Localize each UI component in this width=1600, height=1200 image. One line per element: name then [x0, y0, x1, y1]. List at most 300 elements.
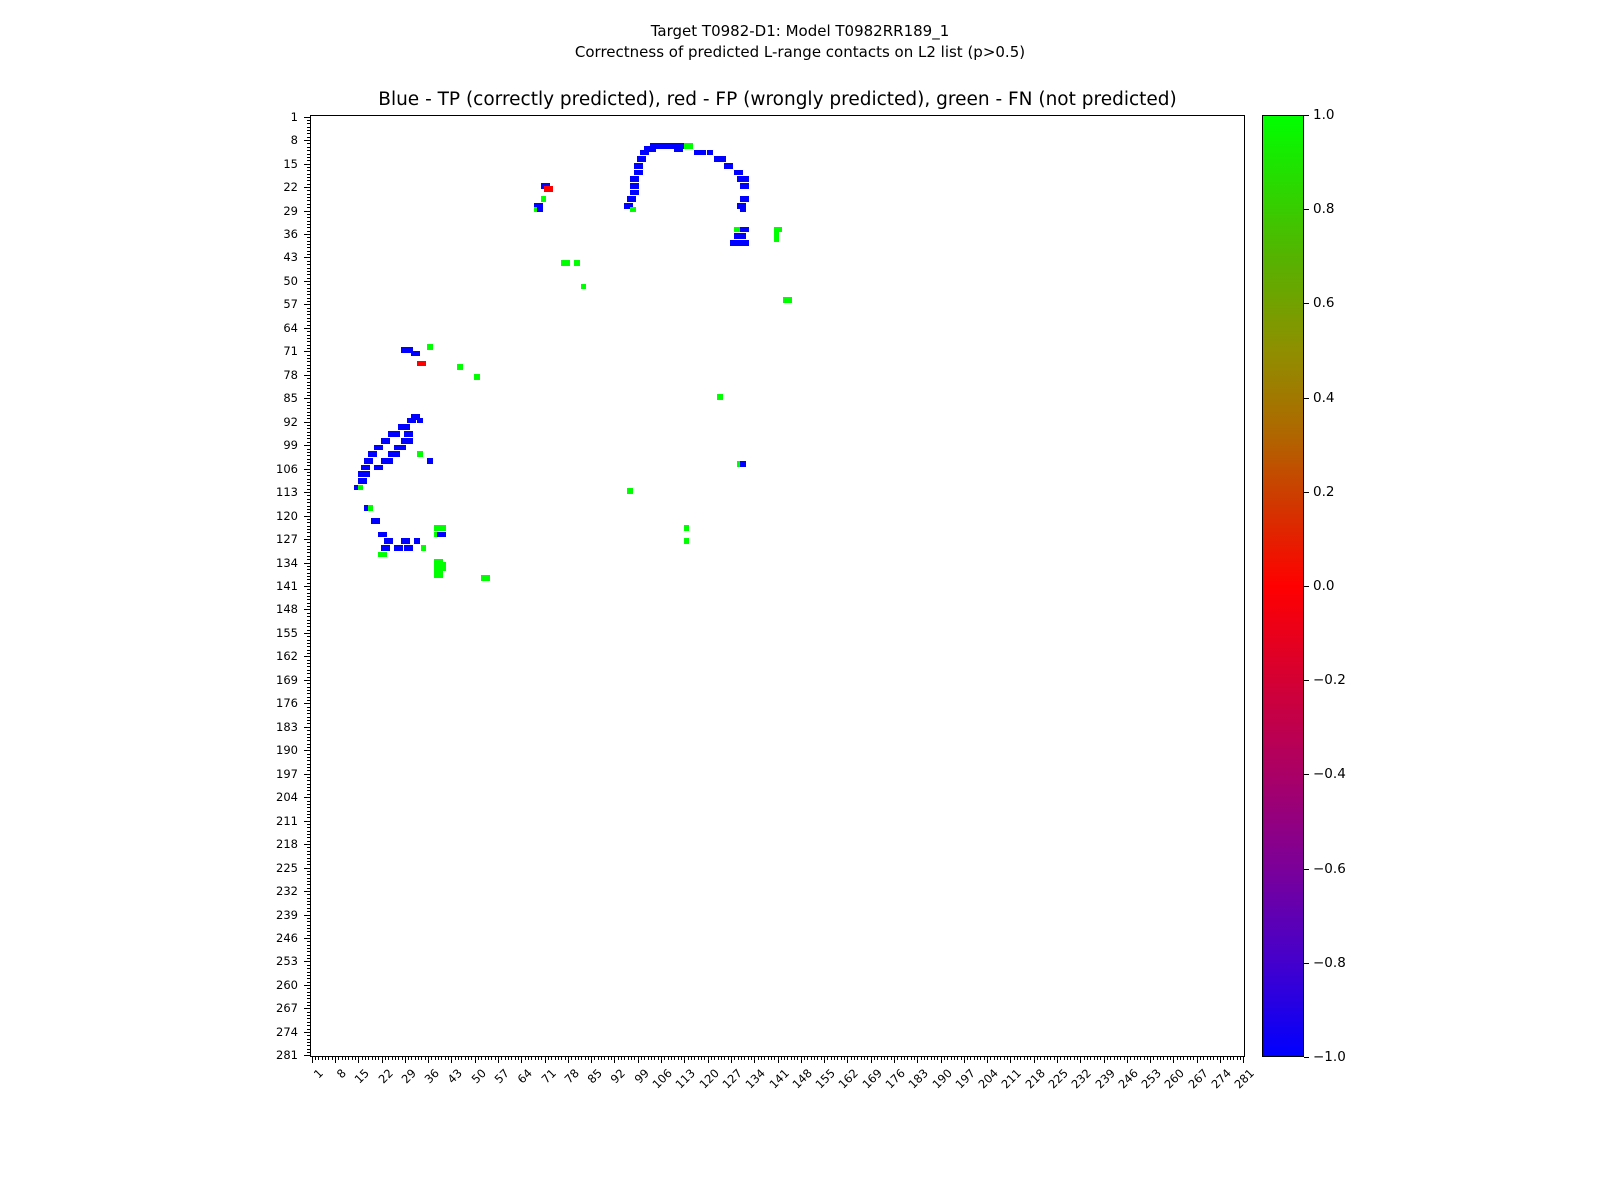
contact-cell	[407, 438, 413, 444]
y-axis-minor-tick	[307, 596, 310, 597]
y-axis-minor-tick	[307, 485, 310, 486]
x-axis-tick-label: 176	[882, 1066, 908, 1092]
y-axis-minor-tick	[307, 579, 310, 580]
x-axis-tick-label: 169	[859, 1066, 885, 1092]
contact-cell	[720, 156, 726, 162]
y-axis-tick-label: 225	[276, 860, 298, 875]
x-axis-minor-tick	[604, 1057, 605, 1060]
colorbar-tick	[1304, 680, 1309, 681]
y-axis-minor-tick	[307, 284, 310, 285]
y-axis-tick	[304, 891, 310, 892]
x-axis-minor-tick	[1120, 1057, 1121, 1060]
y-axis-minor-tick	[307, 646, 310, 647]
y-axis-minor-tick	[307, 951, 310, 952]
y-axis-minor-tick	[307, 573, 310, 574]
y-axis-minor-tick	[307, 606, 310, 607]
x-axis-minor-tick	[352, 1057, 353, 1060]
y-axis-minor-tick	[307, 247, 310, 248]
x-axis-minor-tick	[338, 1057, 339, 1060]
x-axis-minor-tick	[944, 1057, 945, 1060]
x-axis-minor-tick	[977, 1057, 978, 1060]
x-axis-minor-tick	[1024, 1057, 1025, 1060]
x-axis-minor-tick	[794, 1057, 795, 1060]
y-axis-minor-tick	[307, 583, 310, 584]
x-axis-minor-tick	[997, 1057, 998, 1060]
contact-cell	[787, 297, 793, 303]
contact-cell	[401, 445, 407, 451]
y-axis-tick-label: 253	[276, 954, 298, 969]
x-axis-minor-tick	[1124, 1057, 1125, 1060]
x-axis-minor-tick	[874, 1057, 875, 1060]
y-axis-minor-tick	[307, 137, 310, 138]
x-axis-minor-tick	[1144, 1057, 1145, 1060]
x-axis-minor-tick	[385, 1057, 386, 1060]
y-axis-minor-tick	[307, 834, 310, 835]
x-axis-minor-tick	[724, 1057, 725, 1060]
contact-cell	[457, 364, 463, 370]
y-axis-minor-tick	[307, 237, 310, 238]
x-axis-minor-tick	[704, 1057, 705, 1060]
y-axis-minor-tick	[307, 197, 310, 198]
y-axis-minor-tick	[307, 784, 310, 785]
x-axis-minor-tick	[957, 1057, 958, 1060]
y-axis-minor-tick	[307, 509, 310, 510]
y-axis-minor-tick	[307, 1025, 310, 1026]
x-axis-minor-tick	[345, 1057, 346, 1060]
y-axis-minor-tick	[307, 660, 310, 661]
y-axis-minor-tick	[307, 385, 310, 386]
contact-cell	[407, 431, 413, 437]
y-axis-tick	[304, 492, 310, 493]
contact-map-cells	[311, 116, 1244, 1056]
contact-cell	[744, 176, 750, 182]
y-axis-minor-tick	[307, 120, 310, 121]
contact-cell	[368, 505, 374, 511]
y-axis-minor-tick	[307, 653, 310, 654]
contact-cell	[744, 196, 750, 202]
y-axis-minor-tick	[307, 734, 310, 735]
x-axis-minor-tick	[851, 1057, 852, 1060]
contact-cell	[547, 186, 553, 192]
y-axis-minor-tick	[307, 945, 310, 946]
x-axis-tick-label: 113	[672, 1066, 699, 1092]
y-axis-minor-tick	[307, 804, 310, 805]
y-axis-minor-tick	[307, 593, 310, 594]
x-axis-tick	[1104, 1057, 1105, 1063]
y-axis-minor-tick	[307, 616, 310, 617]
x-axis-minor-tick	[565, 1057, 566, 1060]
y-axis-minor-tick	[307, 475, 310, 476]
x-axis-minor-tick	[887, 1057, 888, 1060]
x-axis-minor-tick	[974, 1057, 975, 1060]
y-axis-minor-tick	[307, 130, 310, 131]
contact-cell	[361, 478, 367, 484]
x-axis-minor-tick	[664, 1057, 665, 1060]
contact-cell	[640, 156, 646, 162]
x-axis-minor-tick	[691, 1057, 692, 1060]
contact-cell	[371, 451, 377, 457]
contact-cell	[441, 525, 447, 531]
x-axis-minor-tick	[325, 1057, 326, 1060]
y-axis-minor-tick	[307, 341, 310, 342]
contact-cell	[484, 575, 490, 581]
x-axis-minor-tick	[817, 1057, 818, 1060]
x-axis-tick-label: 141	[765, 1066, 792, 1092]
x-axis-minor-tick	[771, 1057, 772, 1060]
y-axis-minor-tick	[307, 730, 310, 731]
y-axis-minor-tick	[307, 921, 310, 922]
y-axis-minor-tick	[307, 874, 310, 875]
y-axis-minor-tick	[307, 1002, 310, 1003]
y-axis-minor-tick	[307, 502, 310, 503]
y-axis-minor-tick	[307, 928, 310, 929]
x-axis-tick	[358, 1057, 359, 1063]
x-axis-minor-tick	[538, 1057, 539, 1060]
x-axis-tick-label: 50	[468, 1066, 489, 1087]
contact-cell	[378, 445, 384, 451]
y-axis-tick-label: 134	[276, 555, 298, 570]
y-axis-minor-tick	[307, 204, 310, 205]
colorbar-tick	[1304, 209, 1309, 210]
x-axis-minor-tick	[322, 1057, 323, 1060]
x-axis-minor-tick	[758, 1057, 759, 1060]
x-axis-minor-tick	[541, 1057, 542, 1060]
y-axis-minor-tick	[307, 677, 310, 678]
y-axis-minor-tick	[307, 143, 310, 144]
contact-cell	[727, 163, 733, 169]
y-axis-minor-tick	[307, 757, 310, 758]
x-axis-minor-tick	[678, 1057, 679, 1060]
x-axis-minor-tick	[961, 1057, 962, 1060]
x-axis-minor-tick	[857, 1057, 858, 1060]
x-axis-tick	[778, 1057, 779, 1063]
y-axis-minor-tick	[307, 268, 310, 269]
x-axis-minor-tick	[698, 1057, 699, 1060]
x-axis-tick	[428, 1057, 429, 1063]
x-axis-minor-tick	[1227, 1057, 1228, 1060]
figure-suptitle-line2: Correctness of predicted L-range contacts on L2 list (p>0.5)	[574, 43, 1026, 61]
contact-cell	[740, 233, 746, 239]
x-axis-minor-tick	[598, 1057, 599, 1060]
y-axis-tick	[304, 985, 310, 986]
x-axis-minor-tick	[1207, 1057, 1208, 1060]
x-axis-minor-tick	[714, 1057, 715, 1060]
y-axis-minor-tick	[307, 231, 310, 232]
y-axis-minor-tick	[307, 901, 310, 902]
y-axis-tick	[304, 140, 310, 141]
y-axis-minor-tick	[307, 569, 310, 570]
x-axis-tick	[801, 1057, 802, 1063]
contact-cell	[394, 431, 400, 437]
y-axis-minor-tick	[307, 408, 310, 409]
y-axis-tick-label: 148	[276, 602, 298, 617]
y-axis-minor-tick	[307, 670, 310, 671]
x-axis-minor-tick	[481, 1057, 482, 1060]
x-axis-minor-tick	[814, 1057, 815, 1060]
contact-cell	[437, 572, 443, 578]
y-axis-tick-label: 78	[283, 367, 298, 382]
y-axis-minor-tick	[307, 955, 310, 956]
x-axis-minor-tick	[425, 1057, 426, 1060]
x-axis-minor-tick	[375, 1057, 376, 1060]
x-axis-minor-tick	[368, 1057, 369, 1060]
x-axis-minor-tick	[931, 1057, 932, 1060]
x-axis-minor-tick	[1157, 1057, 1158, 1060]
x-axis-minor-tick	[478, 1057, 479, 1060]
y-axis-tick-label: 281	[276, 1048, 298, 1063]
contact-cell	[687, 143, 693, 149]
x-axis-minor-tick	[877, 1057, 878, 1060]
x-axis-minor-tick	[1087, 1057, 1088, 1060]
x-axis-minor-tick	[648, 1057, 649, 1060]
y-axis-minor-tick	[307, 549, 310, 550]
x-axis-minor-tick	[418, 1057, 419, 1060]
y-axis-tick-label: 190	[276, 743, 298, 758]
y-axis-minor-tick	[307, 217, 310, 218]
x-axis-tick	[1220, 1057, 1221, 1063]
y-axis-tick-label: 141	[276, 579, 298, 593]
x-axis-minor-tick	[728, 1057, 729, 1060]
x-axis-minor-tick	[1050, 1057, 1051, 1060]
x-axis-tick-label: 120	[696, 1066, 722, 1092]
contact-cell	[637, 170, 643, 176]
y-axis-minor-tick	[307, 1052, 310, 1053]
x-axis-minor-tick	[1067, 1057, 1068, 1060]
x-axis-minor-tick	[578, 1057, 579, 1060]
contact-cell	[364, 465, 370, 471]
x-axis-minor-tick	[1027, 1057, 1028, 1060]
x-axis-minor-tick	[1040, 1057, 1041, 1060]
colorbar-tick	[1304, 869, 1309, 870]
x-axis-tick-label: 1	[310, 1066, 326, 1082]
x-axis-minor-tick	[901, 1057, 902, 1060]
x-axis-tick	[731, 1057, 732, 1063]
y-axis-minor-tick	[307, 599, 310, 600]
x-axis-minor-tick	[441, 1057, 442, 1060]
x-axis-minor-tick	[621, 1057, 622, 1060]
x-axis-minor-tick	[841, 1057, 842, 1060]
x-axis-tick	[545, 1057, 546, 1063]
contact-cell	[564, 260, 570, 266]
y-axis-minor-tick	[307, 371, 310, 372]
x-axis-minor-tick	[355, 1057, 356, 1060]
y-axis-minor-tick	[307, 167, 310, 168]
y-axis-minor-tick	[307, 321, 310, 322]
x-axis-minor-tick	[1000, 1057, 1001, 1060]
x-axis-tick-label: 29	[398, 1066, 419, 1087]
y-axis-minor-tick	[307, 636, 310, 637]
y-axis-minor-tick	[307, 294, 310, 295]
x-axis-tick	[451, 1057, 452, 1063]
x-axis-tick	[871, 1057, 872, 1063]
x-axis-tick-label: 71	[538, 1066, 559, 1087]
y-axis-minor-tick	[307, 180, 310, 181]
y-axis-minor-tick	[307, 261, 310, 262]
x-axis-minor-tick	[528, 1057, 529, 1060]
contact-cell	[404, 538, 410, 544]
x-axis-tick	[1150, 1057, 1151, 1063]
x-axis-tick-label: 211	[998, 1066, 1025, 1092]
y-axis-minor-tick	[307, 224, 310, 225]
x-axis-minor-tick	[844, 1057, 845, 1060]
y-axis-minor-tick	[307, 720, 310, 721]
x-axis-minor-tick	[651, 1057, 652, 1060]
y-axis-minor-tick	[307, 767, 310, 768]
x-axis-minor-tick	[970, 1057, 971, 1060]
y-axis-minor-tick	[307, 432, 310, 433]
y-axis-tick-label: 92	[283, 414, 298, 429]
y-axis-minor-tick	[307, 254, 310, 255]
contact-cell	[388, 538, 394, 544]
y-axis-minor-tick	[307, 847, 310, 848]
x-axis-tick	[987, 1057, 988, 1063]
y-axis-minor-tick	[307, 982, 310, 983]
colorbar-tick	[1304, 303, 1309, 304]
x-axis-tick-label: 239	[1092, 1066, 1118, 1092]
x-axis-minor-tick	[1153, 1057, 1154, 1060]
x-axis-tick-label: 267	[1185, 1066, 1211, 1092]
x-axis-minor-tick	[1017, 1057, 1018, 1060]
x-axis-tick	[1034, 1057, 1035, 1063]
y-axis-minor-tick	[307, 174, 310, 175]
x-axis-tick-label: 15	[351, 1066, 373, 1087]
y-axis-minor-tick	[307, 683, 310, 684]
x-axis-minor-tick	[485, 1057, 486, 1060]
x-axis-tick	[824, 1057, 825, 1063]
y-axis-tick-label: 8	[290, 133, 298, 148]
contact-cell	[364, 471, 370, 477]
y-axis-minor-tick	[307, 935, 310, 936]
y-axis-minor-tick	[307, 395, 310, 396]
y-axis-minor-tick	[307, 291, 310, 292]
y-axis-minor-tick	[307, 968, 310, 969]
x-axis-tick-label: 106	[649, 1066, 675, 1092]
y-axis-tick-label: 50	[283, 273, 298, 288]
x-axis-tick-label: 92	[608, 1066, 629, 1087]
x-axis-tick-label: 260	[1161, 1066, 1188, 1092]
y-axis-minor-tick	[307, 482, 310, 483]
y-axis-minor-tick	[307, 227, 310, 228]
x-axis-minor-tick	[781, 1057, 782, 1060]
contact-cell	[414, 351, 420, 357]
x-axis-minor-tick	[701, 1057, 702, 1060]
x-axis-tick-label: 232	[1068, 1066, 1095, 1092]
x-axis-tick	[568, 1057, 569, 1063]
y-axis-minor-tick	[307, 170, 310, 171]
y-axis-tick-label: 218	[276, 837, 298, 852]
x-axis-minor-tick	[1007, 1057, 1008, 1060]
y-axis-minor-tick	[307, 904, 310, 905]
colorbar-tick	[1304, 963, 1309, 964]
colorbar-tick-label: 0.4	[1313, 389, 1335, 406]
x-axis-minor-tick	[1090, 1057, 1091, 1060]
x-axis-minor-tick	[791, 1057, 792, 1060]
contact-cell	[581, 284, 587, 290]
x-axis-minor-tick	[1110, 1057, 1111, 1060]
y-axis-minor-tick	[307, 740, 310, 741]
x-axis-minor-tick	[937, 1057, 938, 1060]
x-axis-tick-label: 99	[631, 1066, 652, 1087]
y-axis-minor-tick	[307, 941, 310, 942]
x-axis-minor-tick	[515, 1057, 516, 1060]
y-axis-minor-tick	[307, 318, 310, 319]
contact-cell	[740, 207, 746, 213]
contact-cell	[717, 394, 723, 400]
colorbar-tick-label: 0.8	[1313, 201, 1335, 218]
y-axis-tick	[304, 563, 310, 564]
y-axis-minor-tick	[307, 958, 310, 959]
y-axis-minor-tick	[307, 747, 310, 748]
y-axis-minor-tick	[307, 338, 310, 339]
x-axis-minor-tick	[575, 1057, 576, 1060]
x-axis-minor-tick	[594, 1057, 595, 1060]
y-axis-minor-tick	[307, 123, 310, 124]
y-axis-minor-tick	[307, 405, 310, 406]
x-axis-tick	[684, 1057, 685, 1063]
y-axis-minor-tick	[307, 435, 310, 436]
y-axis-minor-tick	[307, 687, 310, 688]
y-axis-tick	[304, 938, 310, 939]
contact-cell	[427, 344, 433, 350]
x-axis-minor-tick	[548, 1057, 549, 1060]
y-axis-minor-tick	[307, 425, 310, 426]
y-axis-tick-label: 274	[276, 1024, 298, 1039]
y-axis-minor-tick	[307, 298, 310, 299]
y-axis-minor-tick	[307, 1005, 310, 1006]
contact-cell	[740, 461, 746, 467]
y-axis-tick	[304, 609, 310, 610]
y-axis-minor-tick	[307, 479, 310, 480]
y-axis-tick-label: 204	[276, 790, 298, 805]
contact-cell	[634, 176, 640, 182]
x-axis-tick	[847, 1057, 848, 1063]
y-axis-minor-tick	[307, 723, 310, 724]
x-axis-minor-tick	[711, 1057, 712, 1060]
y-axis-minor-tick	[307, 613, 310, 614]
x-axis-minor-tick	[488, 1057, 489, 1060]
y-axis-minor-tick	[307, 506, 310, 507]
y-axis-minor-tick	[307, 1042, 310, 1043]
x-axis-minor-tick	[1200, 1057, 1201, 1060]
colorbar-tick	[1304, 586, 1309, 587]
y-axis-minor-tick	[307, 710, 310, 711]
y-axis-minor-tick	[307, 529, 310, 530]
contact-cell	[684, 538, 690, 544]
contact-cell	[684, 525, 690, 531]
x-axis-minor-tick	[421, 1057, 422, 1060]
x-axis-minor-tick	[318, 1057, 319, 1060]
y-axis-minor-tick	[307, 378, 310, 379]
y-axis-minor-tick	[307, 794, 310, 795]
y-axis-minor-tick	[307, 640, 310, 641]
x-axis-tick-label: 155	[812, 1066, 838, 1092]
colorbar-tick-label: −0.2	[1313, 672, 1346, 689]
x-axis-minor-tick	[804, 1057, 805, 1060]
contact-cell	[384, 545, 390, 551]
x-axis-minor-tick	[561, 1057, 562, 1060]
contact-cell	[630, 207, 636, 213]
x-axis-minor-tick	[641, 1057, 642, 1060]
x-axis-tick	[405, 1057, 406, 1063]
y-axis-minor-tick	[307, 368, 310, 369]
x-axis-minor-tick	[525, 1057, 526, 1060]
x-axis-minor-tick	[1084, 1057, 1085, 1060]
x-axis-minor-tick	[1134, 1057, 1135, 1060]
x-axis-minor-tick	[1114, 1057, 1115, 1060]
contact-cell	[421, 361, 427, 367]
y-axis-tick-label: 176	[276, 696, 298, 711]
y-axis-minor-tick	[307, 827, 310, 828]
